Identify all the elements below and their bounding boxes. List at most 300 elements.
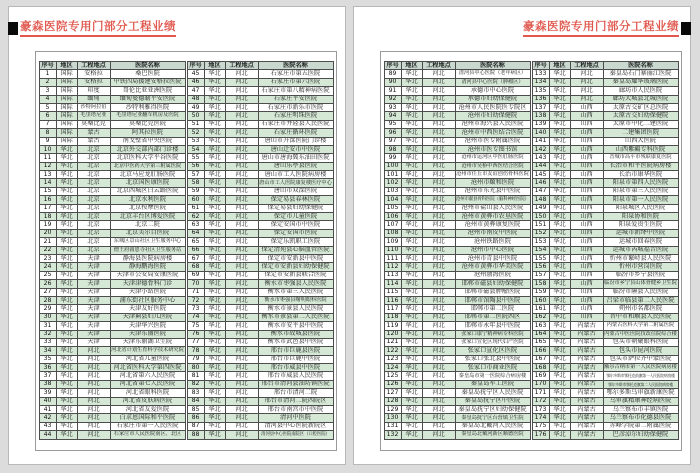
cell-hospital: 秦皇岛北戴河人民医院 xyxy=(455,422,530,430)
cell-region: 华北 xyxy=(401,372,422,380)
cell-hospital: 河北省计划生育科学技术研究院 xyxy=(111,347,184,354)
cell-hospital: 北京中医药大学第三附属医院 xyxy=(110,162,185,170)
table-row xyxy=(39,254,185,262)
cell-hospital: 保定市儿童医院 xyxy=(258,213,333,221)
table-row xyxy=(384,380,530,388)
cell-no: 94 xyxy=(384,112,401,120)
cell-hospital: 沧州铁路医院 xyxy=(455,238,530,246)
table-row xyxy=(384,422,530,430)
cell-region: 华北 xyxy=(401,313,422,321)
cell-no: 39 xyxy=(39,389,56,397)
cell-location: 河北 xyxy=(225,338,258,346)
cell-region: 华北 xyxy=(204,322,225,330)
table-row xyxy=(39,238,185,246)
cell-location: 河北 xyxy=(422,263,455,271)
table-row xyxy=(384,397,530,405)
cell-hospital: 北京美尔目医院 xyxy=(110,229,185,237)
cell-hospital: 衡水市故城县医院 xyxy=(258,330,333,338)
cell-no: 91 xyxy=(384,87,401,95)
cell-no: 35 xyxy=(39,355,56,363)
cell-hospital: 长治市和平医院病房楼 xyxy=(603,162,678,170)
cell-region: 华北 xyxy=(204,145,225,153)
cell-no: 56 xyxy=(187,162,204,170)
tables-container xyxy=(384,61,679,440)
cell-location: 山西 xyxy=(570,246,603,254)
cell-no: 115 xyxy=(384,288,401,296)
cell-no: 49 xyxy=(187,103,204,111)
cell-location: 山西 xyxy=(570,129,603,137)
cell-location: 河北 xyxy=(422,271,455,279)
cell-hospital: 太原市中化二建医院 xyxy=(603,120,678,128)
cell-hospital: 山西大医院 xyxy=(603,137,678,145)
cell-hospital: 北京马应龙肛肠医院 xyxy=(110,171,185,179)
table-row xyxy=(187,414,333,422)
table-row xyxy=(384,162,530,170)
table-row xyxy=(384,171,530,179)
cell-no: 171 xyxy=(532,389,549,397)
cell-hospital: 邢台市南宫市中医院 xyxy=(258,406,333,414)
cell-hospital: 清河县中心医院（老年病区） xyxy=(455,70,530,78)
cell-region: 华北 xyxy=(56,372,77,380)
cell-no: 86 xyxy=(187,414,204,422)
cell-location: 河北 xyxy=(77,380,110,388)
table-row xyxy=(187,431,333,439)
cell-no: 176 xyxy=(532,431,549,439)
cell-hospital: 包头市朝聚眼科医院 xyxy=(603,338,678,346)
cell-region: 华北 xyxy=(204,271,225,279)
column-header: 序号 xyxy=(532,62,549,70)
cell-hospital: 沧州市盐山县人民医院 xyxy=(455,204,530,212)
cell-hospital: 秦皇岛耀华玻璃医院 xyxy=(603,78,678,86)
cell-hospital: 北京二院 xyxy=(110,221,185,229)
table-header-row xyxy=(39,62,185,70)
cell-location: 河北 xyxy=(225,254,258,262)
cell-no: 17 xyxy=(39,204,56,212)
cell-no: 12 xyxy=(39,162,56,170)
cell-hospital: 巴彦淖尔妇幼保健院 xyxy=(603,431,678,439)
cell-hospital: 哥伦比亚亚洲医院 xyxy=(110,87,185,95)
table-row xyxy=(532,137,678,145)
cell-region: 华北 xyxy=(56,397,77,405)
cell-hospital: 保定易县妇幼保健院 xyxy=(258,204,333,212)
table-row xyxy=(39,145,185,153)
cell-no: 163 xyxy=(532,322,549,330)
cell-hospital: 沧州市黄骅市农垦医院 xyxy=(455,213,530,221)
cell-region: 华北 xyxy=(56,313,77,321)
cell-no: 132 xyxy=(384,431,401,439)
cell-no: 44 xyxy=(39,431,56,439)
table-row xyxy=(187,296,333,304)
cell-hospital: 衡水市武邑县中医院 xyxy=(258,338,333,346)
table-row xyxy=(39,103,185,111)
table-row xyxy=(532,179,678,187)
tables-container xyxy=(39,61,334,440)
table-row xyxy=(532,322,678,330)
cell-region: 华北 xyxy=(204,112,225,120)
cell-location: 内蒙古 xyxy=(570,422,603,430)
cell-region: 华北 xyxy=(401,305,422,313)
cell-region: 华北 xyxy=(549,154,570,162)
cell-no: 72 xyxy=(187,296,204,304)
cell-location: 河北 xyxy=(225,187,258,195)
cell-region: 华北 xyxy=(549,280,570,288)
cell-region: 华北 xyxy=(401,145,422,153)
cell-location: 北京 xyxy=(77,162,110,170)
cell-hospital: 沧州市中西医结合医院 xyxy=(455,129,530,137)
table-row xyxy=(39,179,185,187)
table-row xyxy=(384,246,530,254)
cell-location: 河北 xyxy=(225,213,258,221)
cell-no: 138 xyxy=(532,112,549,120)
cell-no: 149 xyxy=(532,204,549,212)
cell-hospital: 张家口宣化区现代妇产医院 xyxy=(455,338,530,346)
cell-no: 26 xyxy=(39,280,56,288)
cell-region: 华北 xyxy=(401,120,422,128)
cell-no: 127 xyxy=(384,389,401,397)
cell-location: 安格拉 xyxy=(77,78,110,86)
cell-hospital: 阳泉城区人民医院 xyxy=(603,204,678,212)
cell-region: 华北 xyxy=(204,296,225,304)
cell-no: 20 xyxy=(39,229,56,237)
cell-location: 天津 xyxy=(77,313,110,321)
cell-location: 北京 xyxy=(77,238,110,246)
cell-region: 华北 xyxy=(56,414,77,422)
cell-hospital: 石家庄市第六医院 xyxy=(258,78,333,86)
table-row xyxy=(39,112,185,120)
cell-no: 90 xyxy=(384,78,401,86)
cell-region: 华北 xyxy=(401,129,422,137)
cell-hospital: 秦皇岛市第一医院综合病房楼 xyxy=(455,372,530,380)
table-row xyxy=(187,254,333,262)
cell-region: 华北 xyxy=(549,120,570,128)
cell-no: 104 xyxy=(384,196,401,204)
cell-no: 40 xyxy=(39,397,56,405)
cell-no: 74 xyxy=(187,313,204,321)
cell-region: 华北 xyxy=(549,431,570,439)
cell-hospital: 邢台市威县中医院 xyxy=(258,364,333,372)
cell-region: 华北 xyxy=(549,229,570,237)
cell-location: 山西 xyxy=(570,229,603,237)
cell-no: 109 xyxy=(384,238,401,246)
table-row xyxy=(187,196,333,204)
cell-region: 华北 xyxy=(204,204,225,212)
cell-region: 华北 xyxy=(401,246,422,254)
cell-region: 华北 xyxy=(204,330,225,338)
cell-location: 天津 xyxy=(77,296,110,304)
cell-location: 河北 xyxy=(422,422,455,430)
cell-no: 124 xyxy=(384,364,401,372)
table-row xyxy=(384,179,530,187)
cell-hospital: 张家口宣化区医院 xyxy=(455,347,530,355)
cell-location: 河北 xyxy=(77,355,110,363)
table-row xyxy=(384,389,530,397)
cell-location: 河北 xyxy=(422,129,455,137)
cell-region: 华北 xyxy=(204,162,225,170)
cell-no: 59 xyxy=(187,187,204,195)
cell-location: 河北 xyxy=(225,389,258,397)
cell-location: 北京 xyxy=(77,187,110,195)
cell-location: 山西 xyxy=(570,305,603,313)
cell-hospital: 阳泉市第一人民医院 xyxy=(603,196,678,204)
cell-no: 80 xyxy=(187,364,204,372)
cell-no: 28 xyxy=(39,296,56,304)
cell-hospital: 东城区景山社区卫生服务中心 xyxy=(110,238,185,246)
cell-no: 25 xyxy=(39,271,56,279)
cell-hospital: 北京国医康医院 xyxy=(110,179,185,187)
cell-region: 华北 xyxy=(204,406,225,414)
cell-hospital: 沧州市青县中医院 xyxy=(455,254,530,262)
cell-hospital: 运城市芮城福音医院 xyxy=(603,246,678,254)
cell-no: 54 xyxy=(187,145,204,153)
cell-region: 华北 xyxy=(549,364,570,372)
table-row xyxy=(384,112,530,120)
cell-region: 华北 xyxy=(56,280,77,288)
cell-no: 87 xyxy=(187,422,204,430)
cell-hospital: 乌兰察布市化德县医院 xyxy=(603,414,678,422)
cell-no: 14 xyxy=(39,179,56,187)
column-header: 医院名称 xyxy=(258,62,333,70)
cell-location: 内蒙古 xyxy=(570,406,603,414)
table-row xyxy=(532,389,678,397)
cell-region: 华北 xyxy=(549,187,570,195)
table-row xyxy=(532,221,678,229)
table-row xyxy=(187,355,333,363)
cell-region: 华北 xyxy=(401,103,422,111)
cell-region: 华北 xyxy=(56,406,77,414)
table-row xyxy=(187,389,333,397)
cell-no: 23 xyxy=(39,254,56,262)
table-row xyxy=(39,87,185,95)
table-row xyxy=(187,330,333,338)
cell-region: 华北 xyxy=(401,422,422,430)
table-row xyxy=(532,112,678,120)
table-row xyxy=(39,380,185,388)
cell-location: 莫桑比克 xyxy=(77,120,110,128)
column-header: 工程地点 xyxy=(225,62,258,70)
cell-location: 河北 xyxy=(422,355,455,363)
cell-region: 华北 xyxy=(56,204,77,212)
cell-hospital: 张家口张北县中医院 xyxy=(455,355,530,363)
cell-location: 山西 xyxy=(570,154,603,162)
cell-region: 华北 xyxy=(401,414,422,422)
cell-region: 华北 xyxy=(56,288,77,296)
cell-location: 河北 xyxy=(225,431,258,439)
cell-no: 133 xyxy=(532,70,549,78)
cell-hospital: 邯郸市第二医院西区 xyxy=(455,313,530,321)
cell-hospital: 天津蓟县妇儿医院 xyxy=(110,313,185,321)
cell-no: 2 xyxy=(39,78,56,86)
cell-hospital: 石家庄市井陉县人民医院 xyxy=(258,120,333,128)
cell-no: 63 xyxy=(187,221,204,229)
cell-no: 89 xyxy=(384,70,401,78)
table-row xyxy=(532,313,678,321)
cell-location: 河北 xyxy=(422,145,455,153)
cell-region: 华北 xyxy=(549,246,570,254)
cell-no: 43 xyxy=(39,422,56,430)
cell-no: 31 xyxy=(39,322,56,330)
cell-location: 河北 xyxy=(77,397,110,405)
cell-region: 华北 xyxy=(549,103,570,111)
cell-no: 148 xyxy=(532,196,549,204)
cell-region: 华北 xyxy=(401,196,422,204)
cell-hospital: 唐山迁安市中医院 xyxy=(258,145,333,153)
cell-location: 河北 xyxy=(77,431,110,439)
cell-region: 华北 xyxy=(401,322,422,330)
cell-region: 华北 xyxy=(549,70,570,78)
cell-location: 河北 xyxy=(422,338,455,346)
cell-location: 河北 xyxy=(225,229,258,237)
cell-region: 华北 xyxy=(549,422,570,430)
cell-hospital: 河北省医科大学第四医院 xyxy=(110,364,185,372)
cell-no: 123 xyxy=(384,355,401,363)
table-row xyxy=(532,204,678,212)
cell-hospital: 唐山市双滦医院 xyxy=(258,187,333,195)
cell-region: 华北 xyxy=(204,263,225,271)
table-row xyxy=(532,145,678,153)
table-row xyxy=(384,187,530,195)
table-row xyxy=(39,372,185,380)
cell-location: 河北 xyxy=(422,187,455,195)
table-row xyxy=(187,288,333,296)
cell-hospital: 廊坊市人民医院 xyxy=(603,87,678,95)
cell-location: 河北 xyxy=(225,296,258,304)
cell-no: 139 xyxy=(532,120,549,128)
table-row xyxy=(187,171,333,179)
cell-location: 北京 xyxy=(77,171,110,179)
cell-hospital: 保定市安新县联合医院 xyxy=(258,271,333,279)
table-row xyxy=(39,213,185,221)
page-title: 豪森医院专用门部分工程业绩 xyxy=(523,20,679,37)
cell-location: 河北 xyxy=(422,154,455,162)
table-frame xyxy=(35,51,337,451)
cell-no: 93 xyxy=(384,103,401,111)
column-header: 地区 xyxy=(204,62,225,70)
cell-hospital: 临汾市隰县人民医院 xyxy=(603,288,678,296)
cell-hospital: 沧州市运河区中医肛肠医院 xyxy=(455,154,530,162)
cell-location: 天津 xyxy=(77,280,110,288)
cell-region: 华北 xyxy=(56,330,77,338)
column-header: 地区 xyxy=(401,62,422,70)
cell-location: 内蒙古 xyxy=(570,389,603,397)
table-row xyxy=(384,196,530,204)
cell-no: 48 xyxy=(187,95,204,103)
table-row xyxy=(39,120,185,128)
cell-region: 华北 xyxy=(204,95,225,103)
cell-no: 158 xyxy=(532,280,549,288)
cell-region: 华北 xyxy=(56,364,77,372)
cell-no: 108 xyxy=(384,229,401,237)
column-header: 地区 xyxy=(549,62,570,70)
table-row xyxy=(187,422,333,430)
cell-region: 华北 xyxy=(549,288,570,296)
cell-region: 华北 xyxy=(401,70,422,78)
cell-location: 河北 xyxy=(77,414,110,422)
cell-region: 华北 xyxy=(401,179,422,187)
cell-location: 山西 xyxy=(570,103,603,111)
cell-location: 河北 xyxy=(77,364,110,372)
cell-region: 华北 xyxy=(549,162,570,170)
table-row xyxy=(384,322,530,330)
cell-hospital: 阳泉市第四人民医院 xyxy=(603,179,678,187)
table-row xyxy=(532,171,678,179)
cell-hospital: 太原古交矿区总医院 xyxy=(603,103,678,111)
table-row xyxy=(187,280,333,288)
cell-hospital: 二建集团医院 xyxy=(603,129,678,137)
cell-hospital: 秦皇岛抚宁区台营镇卫生院 xyxy=(455,414,530,422)
cell-hospital: 保定清苑县心脑血管医院 xyxy=(258,246,333,254)
cell-location: 河北 xyxy=(225,313,258,321)
cell-location: 河北 xyxy=(422,254,455,262)
cell-location: 山西 xyxy=(570,137,603,145)
cell-location: 河北 xyxy=(422,87,455,95)
table-header-row xyxy=(187,62,333,70)
table-row xyxy=(187,162,333,170)
cell-no: 159 xyxy=(532,288,549,296)
cell-region: 华北 xyxy=(204,347,225,355)
cell-no: 30 xyxy=(39,313,56,321)
cell-hospital: 额尔古纳市第一人民医院病房楼 xyxy=(604,364,677,371)
cell-location: 山西 xyxy=(570,120,603,128)
cell-hospital: 唐山乐亭县医院 xyxy=(258,162,333,170)
table-row xyxy=(384,120,530,128)
cell-no: 167 xyxy=(532,355,549,363)
cell-no: 125 xyxy=(384,372,401,380)
cell-no: 175 xyxy=(532,422,549,430)
table-row xyxy=(384,254,530,262)
cell-region: 华北 xyxy=(56,263,77,271)
table-row xyxy=(39,389,185,397)
corner-mark xyxy=(681,22,691,35)
cell-region: 华北 xyxy=(204,280,225,288)
cell-location: 河北 xyxy=(570,70,603,78)
cell-hospital: 静海鹏海医院 xyxy=(110,263,185,271)
cell-no: 157 xyxy=(532,271,549,279)
cell-hospital: 保定市安新县中医院 xyxy=(258,254,333,262)
table-row xyxy=(532,103,678,111)
table-row xyxy=(384,406,530,414)
cell-location: 河北 xyxy=(77,389,110,397)
cell-hospital: 保定乐凯职工医院 xyxy=(258,238,333,246)
table-row xyxy=(39,364,185,372)
table-row xyxy=(187,271,333,279)
cell-region: 华北 xyxy=(56,154,77,162)
cell-location: 天津 xyxy=(77,330,110,338)
cell-hospital: 衡水市枣强县曙明眼科医院 xyxy=(258,296,333,304)
cell-hospital: 鄂尔多斯市鄂托克旗第二人民医院病房楼 xyxy=(603,380,678,388)
cell-no: 164 xyxy=(532,330,549,338)
cell-hospital: 沧州市献县骨科医院（脑科神经医院） xyxy=(455,196,530,204)
cell-region: 华北 xyxy=(549,221,570,229)
column-header: 序号 xyxy=(384,62,401,70)
table-row xyxy=(532,422,678,430)
cell-location: 天津 xyxy=(77,271,110,279)
cell-location: 河北 xyxy=(225,137,258,145)
cell-no: 95 xyxy=(384,120,401,128)
cell-region: 华北 xyxy=(204,372,225,380)
cell-location: 河北 xyxy=(422,137,455,145)
cell-no: 83 xyxy=(187,389,204,397)
cell-region: 华北 xyxy=(549,305,570,313)
cell-no: 126 xyxy=(384,380,401,388)
cell-hospital: 沧州市黄骅康复医院 xyxy=(455,221,530,229)
table-row xyxy=(187,364,333,372)
cell-location: 河北 xyxy=(422,322,455,330)
cell-location: 北京 xyxy=(77,213,110,221)
cell-hospital: 承德市妇幼保健院 xyxy=(455,95,530,103)
cell-region: 华北 xyxy=(549,414,570,422)
cell-location: 河北 xyxy=(225,70,258,78)
cell-region: 华北 xyxy=(549,355,570,363)
